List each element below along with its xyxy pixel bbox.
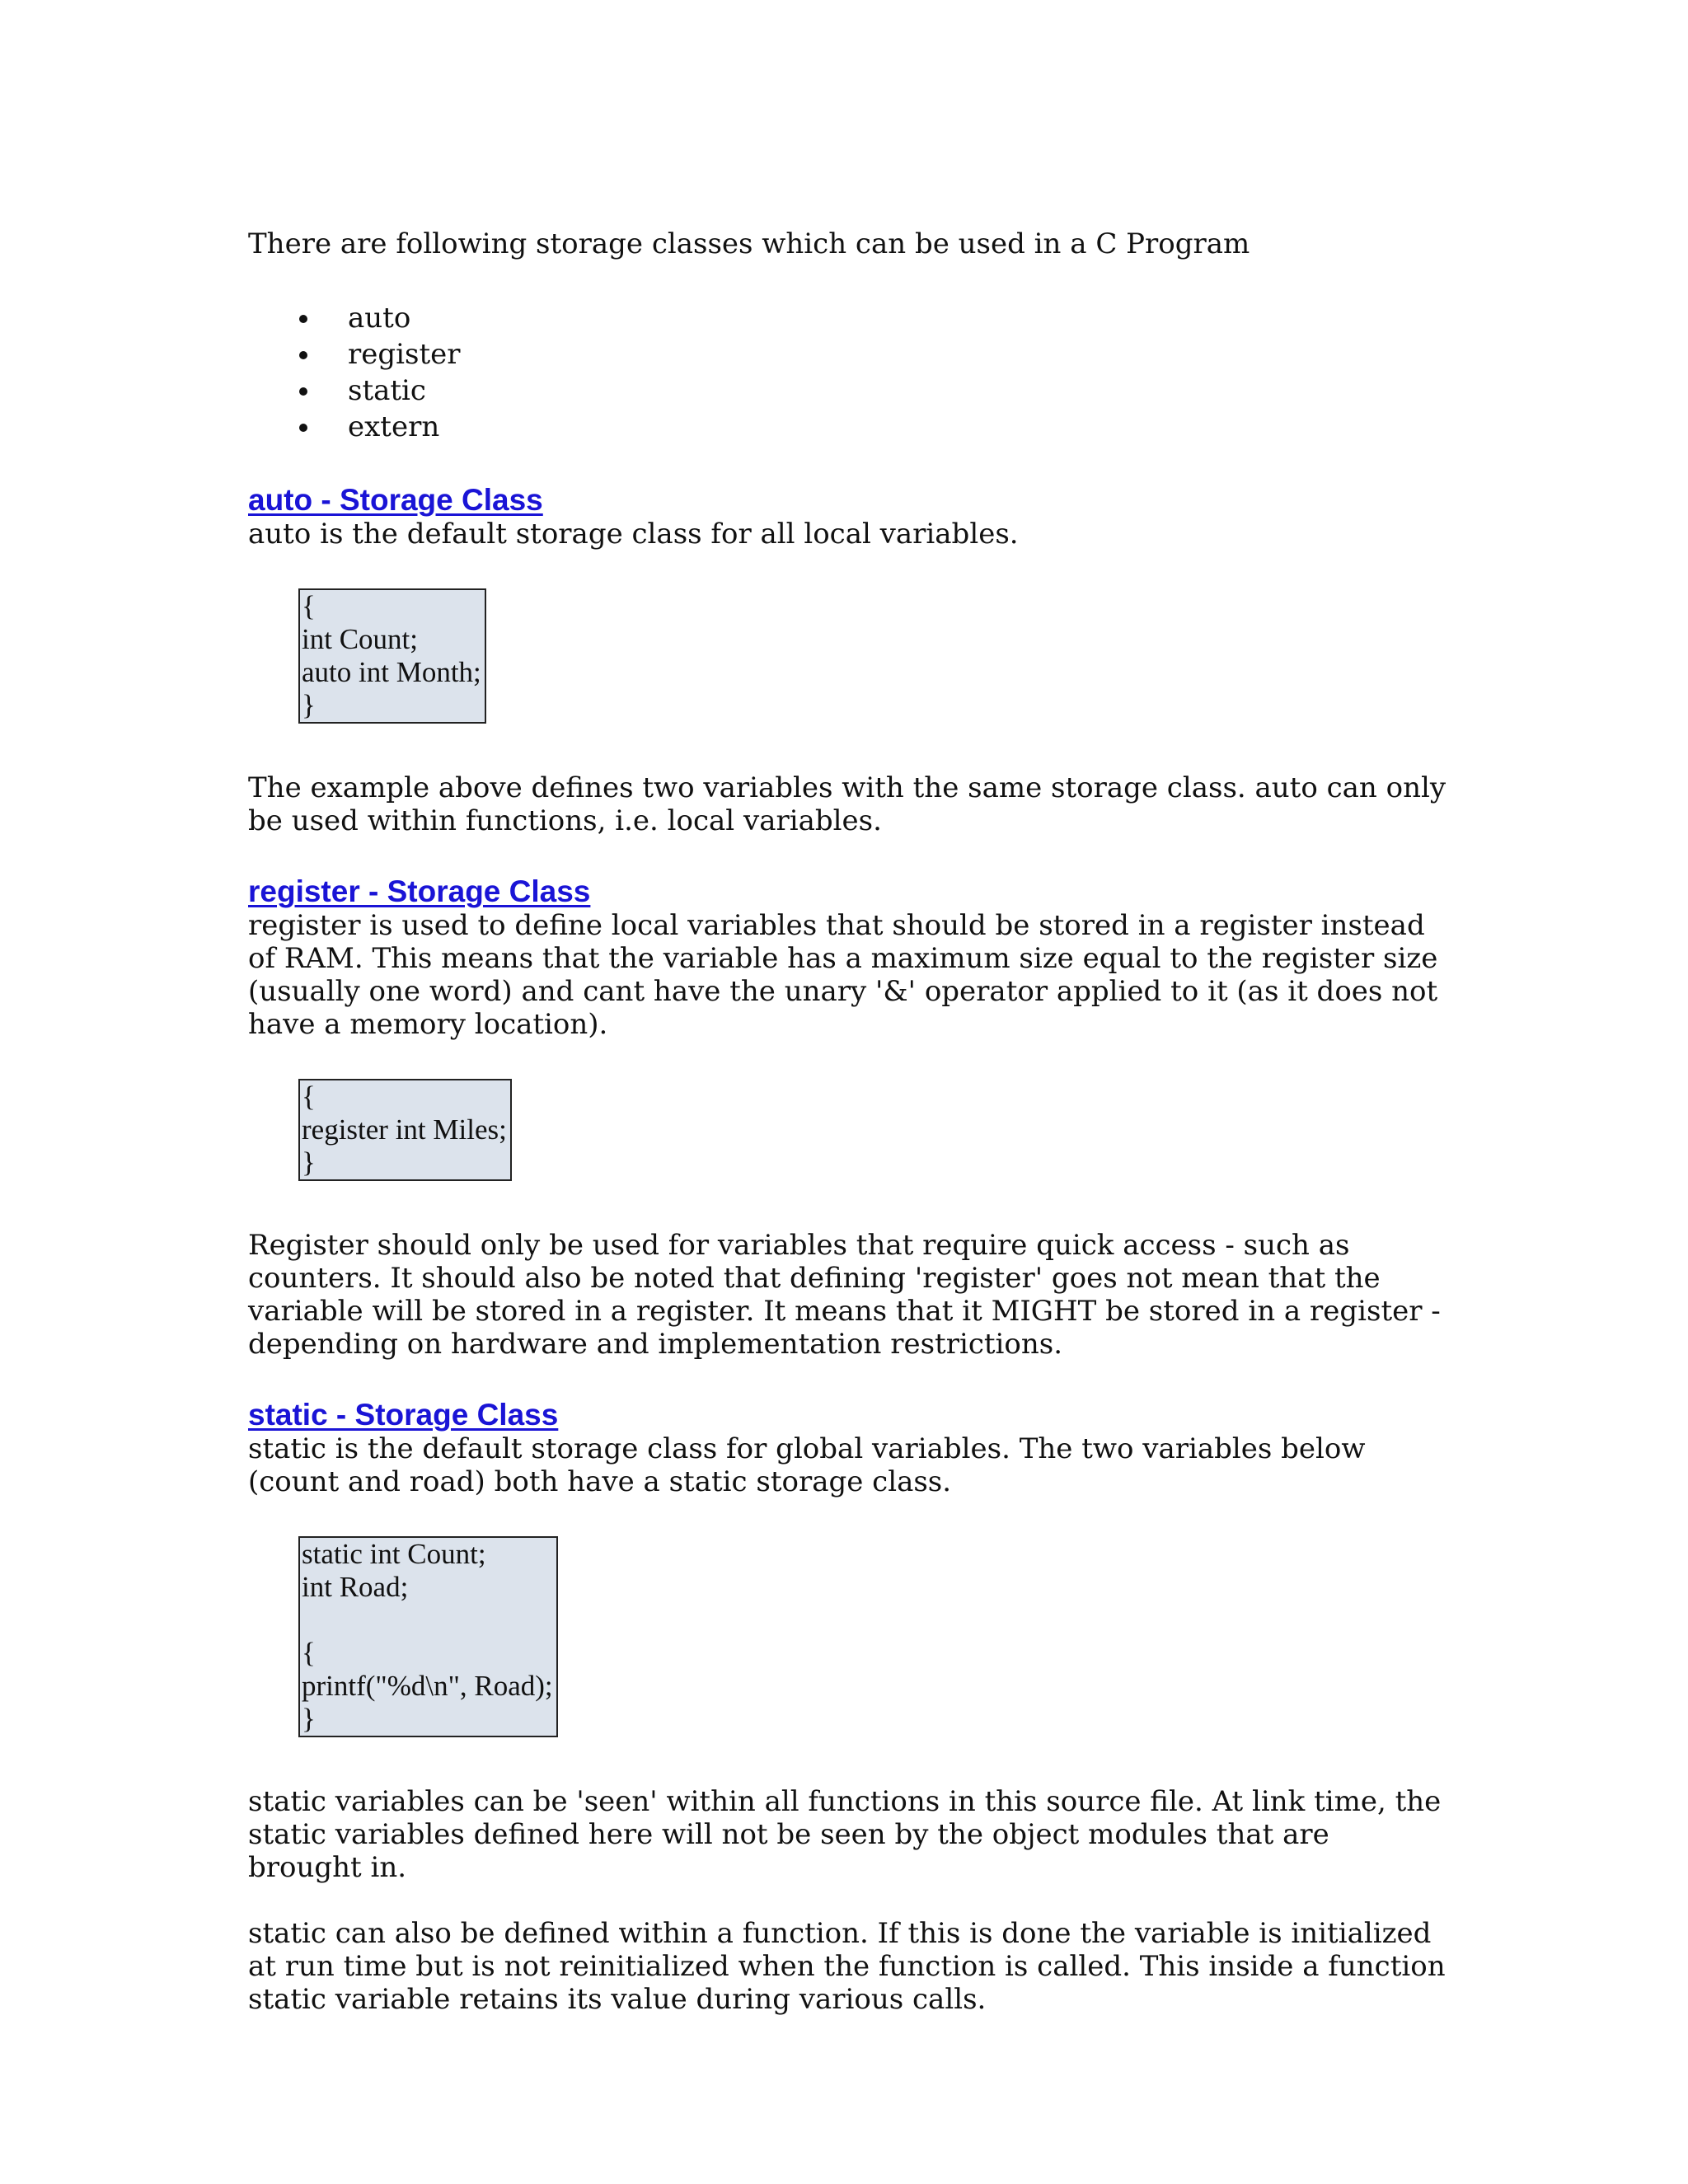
bullet-icon — [299, 351, 307, 359]
bullet-icon — [299, 387, 307, 396]
list-item-label: auto — [348, 302, 411, 335]
section-static — [248, 1399, 1451, 2016]
storage-class-list — [248, 300, 1451, 445]
section-auto — [248, 484, 1451, 837]
auto-heading-link[interactable]: auto - Storage Class — [248, 483, 543, 517]
list-item-label: static — [348, 374, 426, 407]
intro-paragraph: There are following storage classes which can be used in a C Program — [248, 227, 1250, 260]
list-item — [248, 409, 1451, 445]
static-explanation-2: static can also be defined within a function. If this is done the variable is initialized at run time but is not reinitialized when the function is called. This inside a function static variable retains its value during various calls. — [248, 1917, 1446, 2016]
list-item — [248, 373, 1451, 409]
register-explanation: Register should only be used for variables that require quick access - such as counters. It should also be noted that defining 'register' goes not mean that the variable will be stored in a register. It means that it MIGHT be stored in a register - depending on hardware and implementation restrictions. — [248, 1229, 1441, 1361]
list-item — [248, 336, 1451, 373]
document-page — [248, 227, 1451, 2016]
register-description: register is used to define local variables that should be stored in a register instead of RAM. This means that the variable has a maximum size equal to the register size (usually one word) and cant have the unary '&' operator applied to it (as it does not have a memory location). — [248, 909, 1438, 1041]
bullet-icon — [299, 424, 307, 432]
auto-explanation: The example above defines two variables with the same storage class. auto can only be used within functions, i.e. local variables. — [248, 771, 1447, 837]
register-code-block: { register int Miles; } — [298, 1079, 512, 1181]
static-heading-link[interactable]: static - Storage Class — [248, 1398, 559, 1432]
section-register — [248, 875, 1451, 1361]
static-description: static is the default storage class for global variables. The two variables below (count and road) both have a static storage class. — [248, 1432, 1366, 1498]
static-code-block: static int Count; int Road; { printf("%d\n", Road); } — [298, 1536, 558, 1737]
static-explanation-1: static variables can be 'seen' within all functions in this source file. At link time, the static variables defined here will not be seen by the object modules that are brought in. — [248, 1785, 1442, 1884]
register-heading-link[interactable]: register - Storage Class — [248, 874, 591, 908]
list-item — [248, 300, 1451, 336]
auto-description: auto is the default storage class for all local variables. — [248, 518, 1019, 551]
list-item-label: register — [348, 338, 461, 371]
paragraph-gap — [248, 1884, 1451, 1917]
auto-code-block: { int Count; auto int Month; } — [298, 588, 486, 724]
bullet-icon — [299, 315, 307, 323]
list-item-label: extern — [348, 410, 440, 443]
